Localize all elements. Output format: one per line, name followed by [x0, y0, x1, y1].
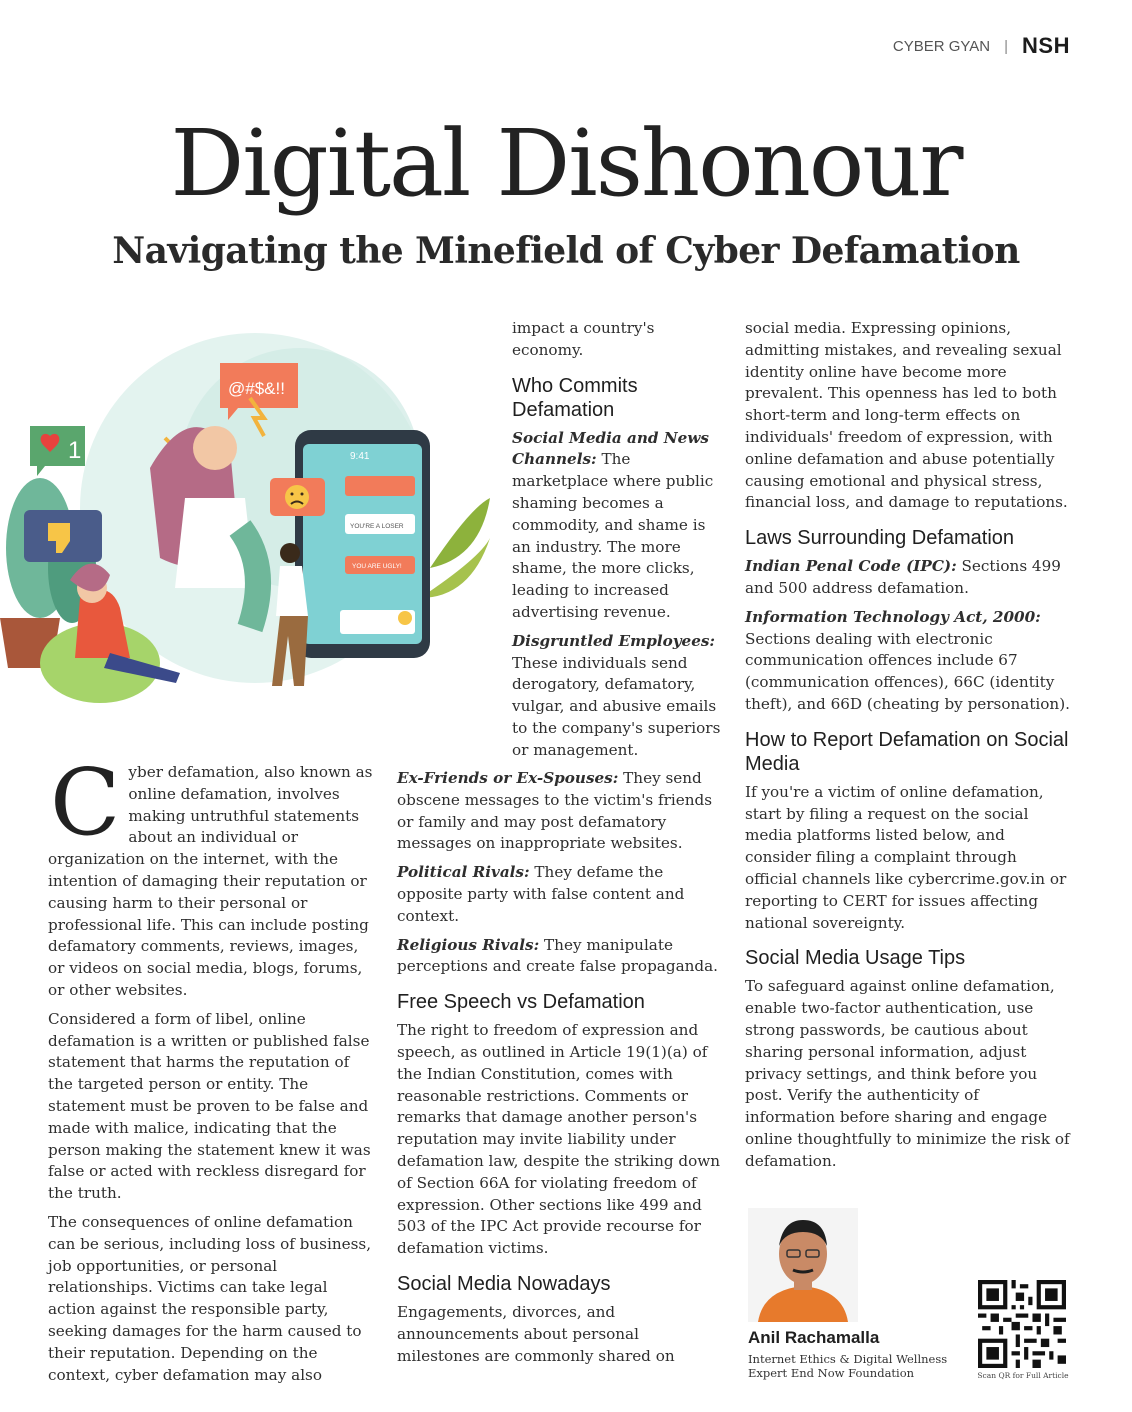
brand-logo: NSH — [1022, 33, 1070, 58]
disgruntled-employees-item: Disgruntled Employees: These individuals send derogatory, defamatory, vulgar, and abusive emails to the company's superiors or management. — [512, 631, 721, 759]
phone-time: 9:41 — [350, 451, 370, 462]
author-name: Anil Rachamalla — [748, 1328, 880, 1347]
heading-how-to-report: How to Report Defamation on Social Media — [745, 728, 1069, 775]
it-act-item: Information Technology Act, 2000: Sections dealing with electronic communication offences include 67 (communication offences), 66C (identity theft), and 66D (cheating by personation). — [745, 607, 1070, 713]
column-1 — [48, 749, 378, 1393]
report-paragraph: If you're a victim of online defamation, start by filing a request on the social media platforms listed below, and consider filing a complaint through official channels like cybercrime.gov.in or reporting to CERT for issues affecting national sovereignty. — [745, 782, 1067, 932]
free-speech-paragraph: The right to freedom of expression and speech, as outlined in Article 19(1)(a) of the Indian Constitution, comes with reasonable restrictions. Comments or remarks that damage another person's reputation may invite liability under defamation law, despite the striking down of Section 66A for violating freedom of expression. Other sections like 499 and 503 of the IPC Act provide recourse for defamation victims. — [397, 1021, 721, 1258]
article-subtitle: Navigating the Minefield of Cyber Defamation — [112, 230, 1020, 272]
heading-laws: Laws Surrounding Defamation — [745, 527, 1015, 550]
tips-paragraph: To safeguard against online defamation, enable two-factor authentication, use strong passwords, be cautious about sharing personal information, adjust privacy settings, and think before you post. Verify the authenticity of information before sharing and engage online thoughtfully to minimize the risk of defamation. — [745, 977, 1070, 1170]
speech-bubble-text: @#$&!! — [228, 379, 285, 398]
section-label: CYBER GYAN — [892, 37, 991, 55]
heading-social-media-nowadays: Social Media Nowadays — [397, 1272, 611, 1295]
page-header — [893, 33, 1070, 59]
phone-message-ugly: YOU ARE UGLY! — [352, 563, 402, 570]
column-2-top — [512, 318, 727, 769]
article-title: Digital Dishonour — [170, 110, 962, 217]
column-3 — [745, 318, 1070, 1180]
social-media-news-item: Social Media and News Channels: The marketplace where public shaming becomes a commodity, and shame is an industry. The more shame, the more clicks, leading to increased advertising revenue. — [512, 428, 714, 621]
political-rivals-item: Political Rivals: They defame the opposite party with false content and context. — [397, 863, 685, 925]
qr-caption: Scan QR for Full Article — [977, 1371, 1069, 1380]
drop-cap: C — [50, 749, 121, 856]
social-media-paragraph: social media. Expressing opinions, admitting mistakes, and revealing sexual identity online have become more prevalent. This openness has led to both short-term and long-term effects on individuals' freedom of expression, with online defamation and abuse potentially causing emotional and physical stress, financial loss, and damage to reputations. — [745, 319, 1068, 512]
libel-paragraph: Considered a form of libel, online defamation is a written or published false statement that harms the reputation of the targeted person or entity. The statement must be proven to be false and made with malice, indicating that the person making the statement knew it was false or acted with reckless disregard for the truth. — [48, 1009, 371, 1203]
ex-friends-item: Ex-Friends or Ex-Spouses: They send obscene messages to the victim's friends or family and may post defamatory messages on inappropriate websites. — [397, 769, 713, 853]
cyber-bullying-illustration — [0, 318, 500, 730]
qr-code[interactable] — [978, 1280, 1066, 1368]
heading-free-speech: Free Speech vs Defamation — [397, 991, 645, 1014]
header-separator: | — [1004, 37, 1009, 55]
heading-who-commits: Who Commits Defamation — [512, 374, 638, 421]
intro-paragraph: Cyber defamation, also known as online defamation, involves making untruthful statements about an individual or organization on the internet, with the intention of damaging their reputation or causing harm to their personal or professional life. This can include posting defamatory comments, reviews, images, or videos on social media, blogs, forums, or other websites. — [48, 749, 373, 999]
author-role: Internet Ethics & Digital Wellness Expert End Now Foundation — [748, 1352, 948, 1380]
phone-message-loser: YOU'RE A LOSER — [350, 523, 404, 530]
economy-paragraph: impact a country's economy. — [512, 319, 655, 359]
religious-rivals-item: Religious Rivals: They manipulate perceptions and create false propaganda. — [397, 935, 719, 976]
ipc-item: Indian Penal Code (IPC): Sections 499 and 500 address defamation. — [745, 557, 1061, 597]
heading-usage-tips: Social Media Usage Tips — [745, 947, 966, 970]
like-count: 1 — [68, 437, 82, 464]
nowadays-paragraph: Engagements, divorces, and announcements about personal milestones are commonly shared on — [397, 1302, 675, 1365]
consequences-paragraph: The consequences of online defamation can be serious, including loss of business, job opportunities, or personal relationships. Victims can take legal action against the responsible party, seeking damages for the harm caused to their reputation. Depending on the context, cyber defamation may also — [48, 1212, 372, 1384]
column-2-bottom — [397, 768, 725, 1374]
author-photo — [748, 1208, 858, 1322]
